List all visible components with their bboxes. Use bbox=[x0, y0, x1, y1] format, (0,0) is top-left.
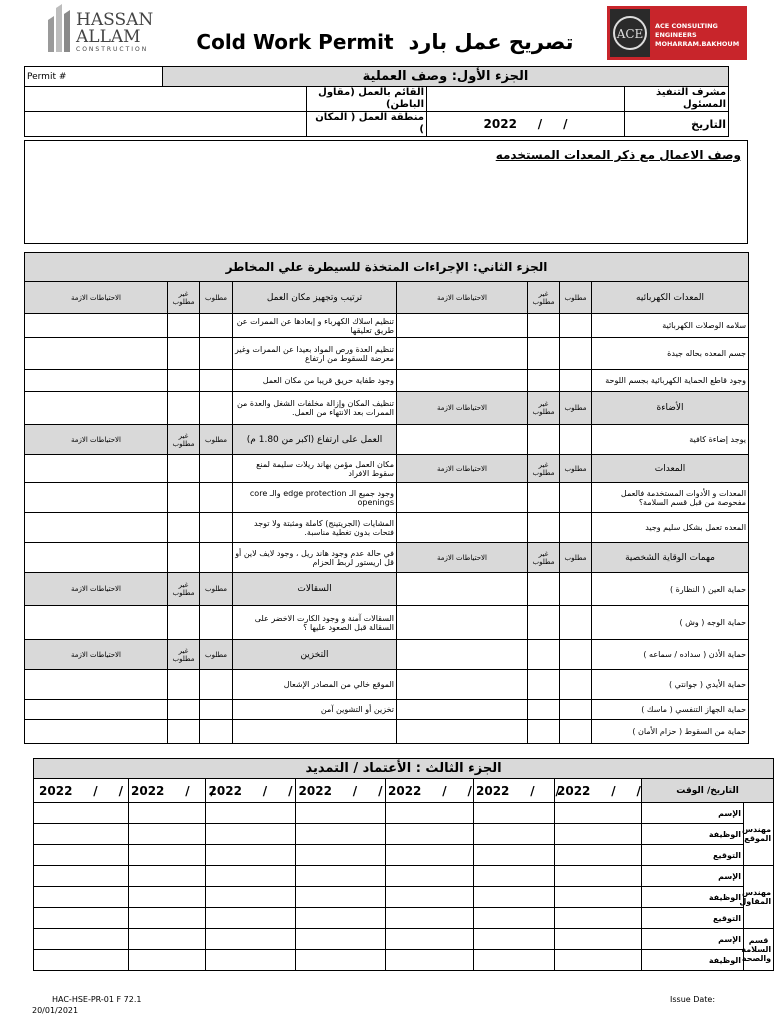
signature-entry-cell[interactable] bbox=[34, 866, 129, 887]
field-label: الوظيفة bbox=[642, 887, 744, 908]
left-precautions-header: الاحتياطات الازمة bbox=[25, 573, 168, 606]
signature-entry-cell[interactable] bbox=[386, 929, 474, 950]
signature-entry-cell[interactable] bbox=[129, 824, 206, 845]
empty-cell bbox=[233, 720, 397, 744]
extension-date-cell[interactable]: 2022 / / bbox=[296, 779, 386, 803]
left-required-header: مطلوب bbox=[200, 640, 233, 670]
signature-entry-cell[interactable] bbox=[129, 866, 206, 887]
left-required-header: مطلوب bbox=[200, 282, 233, 314]
right-required-header: مطلوب bbox=[560, 282, 592, 314]
left-not-required-check[interactable] bbox=[168, 370, 200, 392]
empty-cell bbox=[168, 720, 200, 744]
left-section-heading: العمل على ارتفاع (اكبر من 1.80 م) bbox=[233, 425, 397, 455]
signature-entry-cell[interactable] bbox=[386, 887, 474, 908]
signature-entry-cell[interactable] bbox=[474, 824, 555, 845]
right-item-label: حماية الأذن ( سداده / سماعه ) bbox=[592, 640, 749, 670]
part2-row bbox=[25, 606, 749, 640]
signature-entry-cell[interactable] bbox=[386, 845, 474, 866]
signature-entry-cell[interactable] bbox=[129, 887, 206, 908]
part3-signature-row bbox=[34, 803, 774, 824]
left-not-required-check[interactable] bbox=[168, 606, 200, 640]
right-required-check[interactable] bbox=[560, 370, 592, 392]
left-item-label: تخزين أو التشوين آمن bbox=[233, 700, 397, 720]
right-required-check[interactable] bbox=[560, 640, 592, 670]
signatory-group-label: قسم السلامة والصحة bbox=[744, 929, 774, 971]
left-required-header: مطلوب bbox=[200, 573, 233, 606]
page-title bbox=[170, 30, 600, 54]
right-not-required-check[interactable] bbox=[528, 513, 560, 543]
left-required-check[interactable] bbox=[200, 700, 233, 720]
signature-entry-cell[interactable] bbox=[129, 803, 206, 824]
signature-entry-cell[interactable] bbox=[34, 845, 129, 866]
right-not-required-check[interactable] bbox=[528, 670, 560, 700]
part2-row bbox=[25, 513, 749, 543]
right-not-required-check[interactable] bbox=[528, 573, 560, 606]
company-name-line1: HASSAN bbox=[76, 10, 154, 30]
right-item-label: حماية الأيدي ( جوانتي ) bbox=[592, 670, 749, 700]
signature-entry-cell[interactable] bbox=[296, 908, 386, 929]
right-precaution-cell[interactable] bbox=[397, 670, 528, 700]
part2-row bbox=[25, 370, 749, 392]
right-precaution-cell[interactable] bbox=[397, 338, 528, 370]
right-not-required-check[interactable] bbox=[528, 606, 560, 640]
right-required-check[interactable] bbox=[560, 670, 592, 700]
extension-date-cell[interactable]: 2022 / / bbox=[206, 779, 296, 803]
title-arabic: تصريح عمل بارد bbox=[408, 30, 574, 54]
right-precaution-cell[interactable] bbox=[397, 640, 528, 670]
part1-table bbox=[24, 66, 729, 137]
signature-entry-cell[interactable] bbox=[129, 908, 206, 929]
left-item-label: تنظيم العدة ورص المواد بعيدا عن الممرات وغير معرضة للسقوط من ارتفاع bbox=[233, 338, 397, 370]
signature-entry-cell[interactable] bbox=[206, 824, 296, 845]
signature-entry-cell[interactable] bbox=[555, 929, 642, 950]
right-required-check[interactable] bbox=[560, 513, 592, 543]
signature-entry-cell[interactable] bbox=[555, 803, 642, 824]
left-item-label: تنظيم اسلاك الكهرباء و إبعادها عن الممرات عن طريق تعليقها bbox=[233, 314, 397, 338]
supervisor-value[interactable] bbox=[427, 87, 625, 112]
work-area-label: منطقة العمل ( المكان ) bbox=[307, 112, 427, 137]
work-description-label: وصف الاعمال مع ذكر المعدات المستخدمه bbox=[495, 148, 741, 162]
right-not-required-header: غير مطلوب bbox=[528, 543, 560, 573]
right-required-check[interactable] bbox=[560, 700, 592, 720]
left-item-label: تنظيف المكان وإزالة مخلفات الشغل والعدة من الممرات بعد الانتهاء من العمل. bbox=[233, 392, 397, 425]
left-precaution-cell[interactable] bbox=[25, 338, 168, 370]
consultant-name-line2: MOHARRAM.BAKHOUM bbox=[655, 40, 740, 48]
right-required-header: مطلوب bbox=[560, 543, 592, 573]
left-required-check[interactable] bbox=[200, 513, 233, 543]
contractor-value[interactable] bbox=[25, 87, 307, 112]
ace-emblem-icon bbox=[610, 9, 650, 57]
left-required-check[interactable] bbox=[200, 392, 233, 425]
left-not-required-header: غير مطلوب bbox=[168, 640, 200, 670]
extension-date-cell[interactable]: 2022 / / bbox=[555, 779, 642, 803]
part3-signature-row bbox=[34, 929, 774, 950]
field-label: الإسم bbox=[642, 929, 744, 950]
field-label: الوظيفة bbox=[642, 950, 744, 971]
right-not-required-check[interactable] bbox=[528, 370, 560, 392]
left-section-heading: السقالات bbox=[233, 573, 397, 606]
signature-entry-cell[interactable] bbox=[34, 950, 129, 971]
part2-table bbox=[24, 252, 749, 744]
signature-entry-cell[interactable] bbox=[474, 845, 555, 866]
right-required-check[interactable] bbox=[560, 425, 592, 455]
part3-title: الجزء الثالث : الأعتماد / التمديد bbox=[34, 759, 774, 779]
left-required-check[interactable] bbox=[200, 543, 233, 573]
date-time-label: التاريخ/ الوقت bbox=[642, 779, 774, 803]
left-section-heading: ترتيب وتجهيز مكان العمل bbox=[233, 282, 397, 314]
part2-row bbox=[25, 282, 749, 314]
right-section-heading: الأضاءة bbox=[592, 392, 749, 425]
signature-entry-cell[interactable] bbox=[34, 929, 129, 950]
right-required-check[interactable] bbox=[560, 720, 592, 744]
field-label: الإسم bbox=[642, 866, 744, 887]
signature-entry-cell[interactable] bbox=[386, 908, 474, 929]
form-date: 20/01/2021 bbox=[32, 1006, 79, 1015]
left-not-required-check[interactable] bbox=[168, 513, 200, 543]
left-precaution-cell[interactable] bbox=[25, 455, 168, 483]
empty-cell bbox=[25, 720, 168, 744]
right-precaution-cell[interactable] bbox=[397, 720, 528, 744]
part3-signature-row bbox=[34, 845, 774, 866]
signature-entry-cell[interactable] bbox=[474, 950, 555, 971]
right-item-label: حماية العين ( النظارة ) bbox=[592, 573, 749, 606]
left-not-required-check[interactable] bbox=[168, 483, 200, 513]
signature-entry-cell[interactable] bbox=[296, 950, 386, 971]
part2-row bbox=[25, 640, 749, 670]
signature-entry-cell[interactable] bbox=[474, 887, 555, 908]
right-section-heading: مهمات الوقاية الشخصية bbox=[592, 543, 749, 573]
field-label: الوظيفة bbox=[642, 824, 744, 845]
right-precaution-cell[interactable] bbox=[397, 483, 528, 513]
signature-entry-cell[interactable] bbox=[296, 803, 386, 824]
signature-entry-cell[interactable] bbox=[206, 887, 296, 908]
left-item-label: وجود جميع الـ edge protection والـ core openings bbox=[233, 483, 397, 513]
left-item-label: وجود طفاية حريق قريبا من مكان العمل bbox=[233, 370, 397, 392]
signature-entry-cell[interactable] bbox=[206, 803, 296, 824]
left-precaution-cell[interactable] bbox=[25, 606, 168, 640]
empty-cell bbox=[200, 720, 233, 744]
part2-row bbox=[25, 338, 749, 370]
left-required-check[interactable] bbox=[200, 338, 233, 370]
part2-row bbox=[25, 670, 749, 700]
signature-entry-cell[interactable] bbox=[206, 929, 296, 950]
right-precautions-header: الاحتياطات الازمة bbox=[397, 282, 528, 314]
issue-date-label: Issue Date: bbox=[670, 995, 716, 1004]
right-item-label: جسم المعده بحاله جيدة bbox=[592, 338, 749, 370]
signature-entry-cell[interactable] bbox=[296, 929, 386, 950]
hassan-allam-emblem-icon bbox=[44, 2, 74, 56]
left-precaution-cell[interactable] bbox=[25, 370, 168, 392]
left-not-required-check[interactable] bbox=[168, 700, 200, 720]
signature-entry-cell[interactable] bbox=[386, 866, 474, 887]
right-item-label: المعدات و الأدوات المستخدمة فالعمل مفحوصة من قبل قسم السلامة؟ bbox=[592, 483, 749, 513]
signature-entry-cell[interactable] bbox=[386, 824, 474, 845]
left-required-check[interactable] bbox=[200, 455, 233, 483]
signature-entry-cell[interactable] bbox=[296, 866, 386, 887]
right-precautions-header: الاحتياطات الازمة bbox=[397, 392, 528, 425]
right-not-required-header: غير مطلوب bbox=[528, 455, 560, 483]
field-label: التوقيع bbox=[642, 845, 744, 866]
signature-entry-cell[interactable] bbox=[555, 845, 642, 866]
date-label: التاريخ bbox=[625, 112, 729, 137]
extension-date-cell[interactable]: 2022 / / bbox=[474, 779, 555, 803]
work-area-value[interactable] bbox=[25, 112, 307, 137]
signature-entry-cell[interactable] bbox=[474, 929, 555, 950]
left-not-required-check[interactable] bbox=[168, 543, 200, 573]
left-precaution-cell[interactable] bbox=[25, 483, 168, 513]
right-not-required-check[interactable] bbox=[528, 425, 560, 455]
part2-row bbox=[25, 392, 749, 425]
part2-row bbox=[25, 455, 749, 483]
work-description-box[interactable] bbox=[24, 140, 748, 244]
right-precaution-cell[interactable] bbox=[397, 314, 528, 338]
right-required-header: مطلوب bbox=[560, 455, 592, 483]
right-not-required-check[interactable] bbox=[528, 640, 560, 670]
signature-entry-cell[interactable] bbox=[386, 950, 474, 971]
company-name-line3: CONSTRUCTION bbox=[76, 46, 149, 53]
right-not-required-header: غير مطلوب bbox=[528, 392, 560, 425]
right-section-heading: المعدات bbox=[592, 455, 749, 483]
svg-text:ACE: ACE bbox=[616, 27, 644, 41]
left-precaution-cell[interactable] bbox=[25, 314, 168, 338]
left-required-check[interactable] bbox=[200, 314, 233, 338]
right-item-label: وجود قاطع الحماية الكهربائية بجسم اللوحة bbox=[592, 370, 749, 392]
part3-signature-row bbox=[34, 950, 774, 971]
contractor-label: القائم بالعمل (مقاول الباطن) bbox=[307, 87, 427, 112]
signature-entry-cell[interactable] bbox=[34, 824, 129, 845]
left-section-heading: التخزين bbox=[233, 640, 397, 670]
field-label: الإسم bbox=[642, 803, 744, 824]
left-not-required-check[interactable] bbox=[168, 455, 200, 483]
left-required-check[interactable] bbox=[200, 370, 233, 392]
right-precautions-header: الاحتياطات الازمة bbox=[397, 543, 528, 573]
hassan-allam-logo bbox=[44, 2, 164, 56]
right-not-required-check[interactable] bbox=[528, 483, 560, 513]
part2-row bbox=[25, 720, 749, 744]
left-not-required-check[interactable] bbox=[168, 670, 200, 700]
left-not-required-header: غير مطلوب bbox=[168, 573, 200, 606]
signature-entry-cell[interactable] bbox=[555, 824, 642, 845]
part2-row bbox=[25, 543, 749, 573]
signature-entry-cell[interactable] bbox=[34, 908, 129, 929]
consultant-name-line1: ACE CONSULTING ENGINEERS bbox=[655, 22, 718, 39]
left-item-label: الموقع خالي من المصادر الإشعال bbox=[233, 670, 397, 700]
left-not-required-check[interactable] bbox=[168, 392, 200, 425]
company-name-line2: ALLAM bbox=[76, 27, 141, 47]
left-precaution-cell[interactable] bbox=[25, 392, 168, 425]
form-code: HAC-HSE-PR-01 F 72.1 bbox=[52, 995, 142, 1004]
left-not-required-check[interactable] bbox=[168, 314, 200, 338]
left-precaution-cell[interactable] bbox=[25, 670, 168, 700]
supervisor-label: مشرف التنفيذ المسئول bbox=[625, 87, 729, 112]
title-english: Cold Work Permit bbox=[196, 30, 394, 54]
right-item-label: حماية الجهاز التنفسي ( ماسك ) bbox=[592, 700, 749, 720]
right-item-label: سلامه الوصلات الكهربائية bbox=[592, 314, 749, 338]
right-precaution-cell[interactable] bbox=[397, 513, 528, 543]
part1-title: الجزء الأول: وصف العملية bbox=[163, 67, 729, 87]
left-item-label: مكان العمل مؤمن بهاند ريلات سليمة لمنع سقوط الافراد bbox=[233, 455, 397, 483]
right-precaution-cell[interactable] bbox=[397, 606, 528, 640]
left-item-label: السقالات آمنة و وجود الكارت الاخضر على السقالة قبل الصعود عليها ؟ bbox=[233, 606, 397, 640]
left-precautions-header: الاحتياطات الازمة bbox=[25, 425, 168, 455]
signature-entry-cell[interactable] bbox=[296, 887, 386, 908]
part2-row bbox=[25, 483, 749, 513]
signatory-group-label: مهندس الموقع bbox=[744, 803, 774, 866]
right-precaution-cell[interactable] bbox=[397, 370, 528, 392]
signature-entry-cell[interactable] bbox=[474, 803, 555, 824]
right-required-check[interactable] bbox=[560, 483, 592, 513]
left-required-check[interactable] bbox=[200, 483, 233, 513]
right-item-label: يوجد إضاءة كافية bbox=[592, 425, 749, 455]
right-required-check[interactable] bbox=[560, 338, 592, 370]
part3-table bbox=[33, 758, 774, 971]
right-not-required-check[interactable] bbox=[528, 700, 560, 720]
signature-entry-cell[interactable] bbox=[34, 887, 129, 908]
part2-row bbox=[25, 314, 749, 338]
right-required-check[interactable] bbox=[560, 314, 592, 338]
left-precaution-cell[interactable] bbox=[25, 513, 168, 543]
right-precautions-header: الاحتياطات الازمة bbox=[397, 455, 528, 483]
part3-date-row bbox=[34, 779, 774, 803]
right-section-heading: المعدات الكهربائيه bbox=[592, 282, 749, 314]
signature-entry-cell[interactable] bbox=[555, 950, 642, 971]
signature-entry-cell[interactable] bbox=[555, 908, 642, 929]
signature-entry-cell[interactable] bbox=[206, 866, 296, 887]
part2-row bbox=[25, 700, 749, 720]
left-precautions-header: الاحتياطات الازمة bbox=[25, 640, 168, 670]
right-not-required-check[interactable] bbox=[528, 720, 560, 744]
part2-row bbox=[25, 573, 749, 606]
right-precaution-cell[interactable] bbox=[397, 700, 528, 720]
right-precaution-cell[interactable] bbox=[397, 425, 528, 455]
part3-signature-row bbox=[34, 908, 774, 929]
signature-entry-cell[interactable] bbox=[555, 887, 642, 908]
left-item-label: المشايات (الجريتينج) كاملة ومثبتة ولا توجد فتحات بدون تغطية مناسبة. bbox=[233, 513, 397, 543]
left-item-label: في حالة عدم وجود هاند ريل ، وجود لايف لاين أو قل اريستور لربط الحزام bbox=[233, 543, 397, 573]
signatory-group-label: مهندس المقاول bbox=[744, 866, 774, 929]
signature-entry-cell[interactable] bbox=[34, 803, 129, 824]
right-item-label: المعده تعمل بشكل سليم وجيد bbox=[592, 513, 749, 543]
left-precaution-cell[interactable] bbox=[25, 543, 168, 573]
right-not-required-check[interactable] bbox=[528, 338, 560, 370]
left-not-required-header: غير مطلوب bbox=[168, 425, 200, 455]
signature-entry-cell[interactable] bbox=[206, 845, 296, 866]
part3-signature-row bbox=[34, 866, 774, 887]
right-not-required-header: غير مطلوب bbox=[528, 282, 560, 314]
left-not-required-header: غير مطلوب bbox=[168, 282, 200, 314]
right-required-check[interactable] bbox=[560, 573, 592, 606]
permit-number-field[interactable]: Permit # bbox=[25, 67, 163, 87]
signature-entry-cell[interactable] bbox=[129, 929, 206, 950]
left-required-check[interactable] bbox=[200, 670, 233, 700]
signature-entry-cell[interactable] bbox=[206, 950, 296, 971]
part3-signature-row bbox=[34, 824, 774, 845]
extension-date-cell[interactable]: 2022 / / bbox=[129, 779, 206, 803]
signature-entry-cell[interactable] bbox=[386, 803, 474, 824]
signature-entry-cell[interactable] bbox=[296, 824, 386, 845]
signature-entry-cell[interactable] bbox=[129, 845, 206, 866]
right-not-required-check[interactable] bbox=[528, 314, 560, 338]
signature-entry-cell[interactable] bbox=[296, 845, 386, 866]
left-not-required-check[interactable] bbox=[168, 338, 200, 370]
date-value[interactable]: 2022 / / bbox=[427, 112, 625, 137]
part2-title: الجزء الثاني: الإجراءات المتخذة للسيطرة علي المخاطر bbox=[25, 253, 749, 282]
right-item-label: حماية الوجه ( وش ) bbox=[592, 606, 749, 640]
right-required-check[interactable] bbox=[560, 606, 592, 640]
signature-entry-cell[interactable] bbox=[129, 950, 206, 971]
left-required-check[interactable] bbox=[200, 606, 233, 640]
left-required-header: مطلوب bbox=[200, 425, 233, 455]
field-label: التوقيع bbox=[642, 908, 744, 929]
signature-entry-cell[interactable] bbox=[474, 908, 555, 929]
right-item-label: حماية من السقوط ( حزام الأمان ) bbox=[592, 720, 749, 744]
signature-entry-cell[interactable] bbox=[206, 908, 296, 929]
left-precaution-cell[interactable] bbox=[25, 700, 168, 720]
right-precaution-cell[interactable] bbox=[397, 573, 528, 606]
extension-date-cell[interactable]: 2022 / / bbox=[34, 779, 129, 803]
ace-consulting-logo bbox=[607, 6, 747, 60]
left-precautions-header: الاحتياطات الازمة bbox=[25, 282, 168, 314]
signature-entry-cell[interactable] bbox=[555, 866, 642, 887]
signature-entry-cell[interactable] bbox=[474, 866, 555, 887]
right-required-header: مطلوب bbox=[560, 392, 592, 425]
part2-row bbox=[25, 425, 749, 455]
part3-signature-row bbox=[34, 887, 774, 908]
extension-date-cell[interactable]: 2022 / / bbox=[386, 779, 474, 803]
